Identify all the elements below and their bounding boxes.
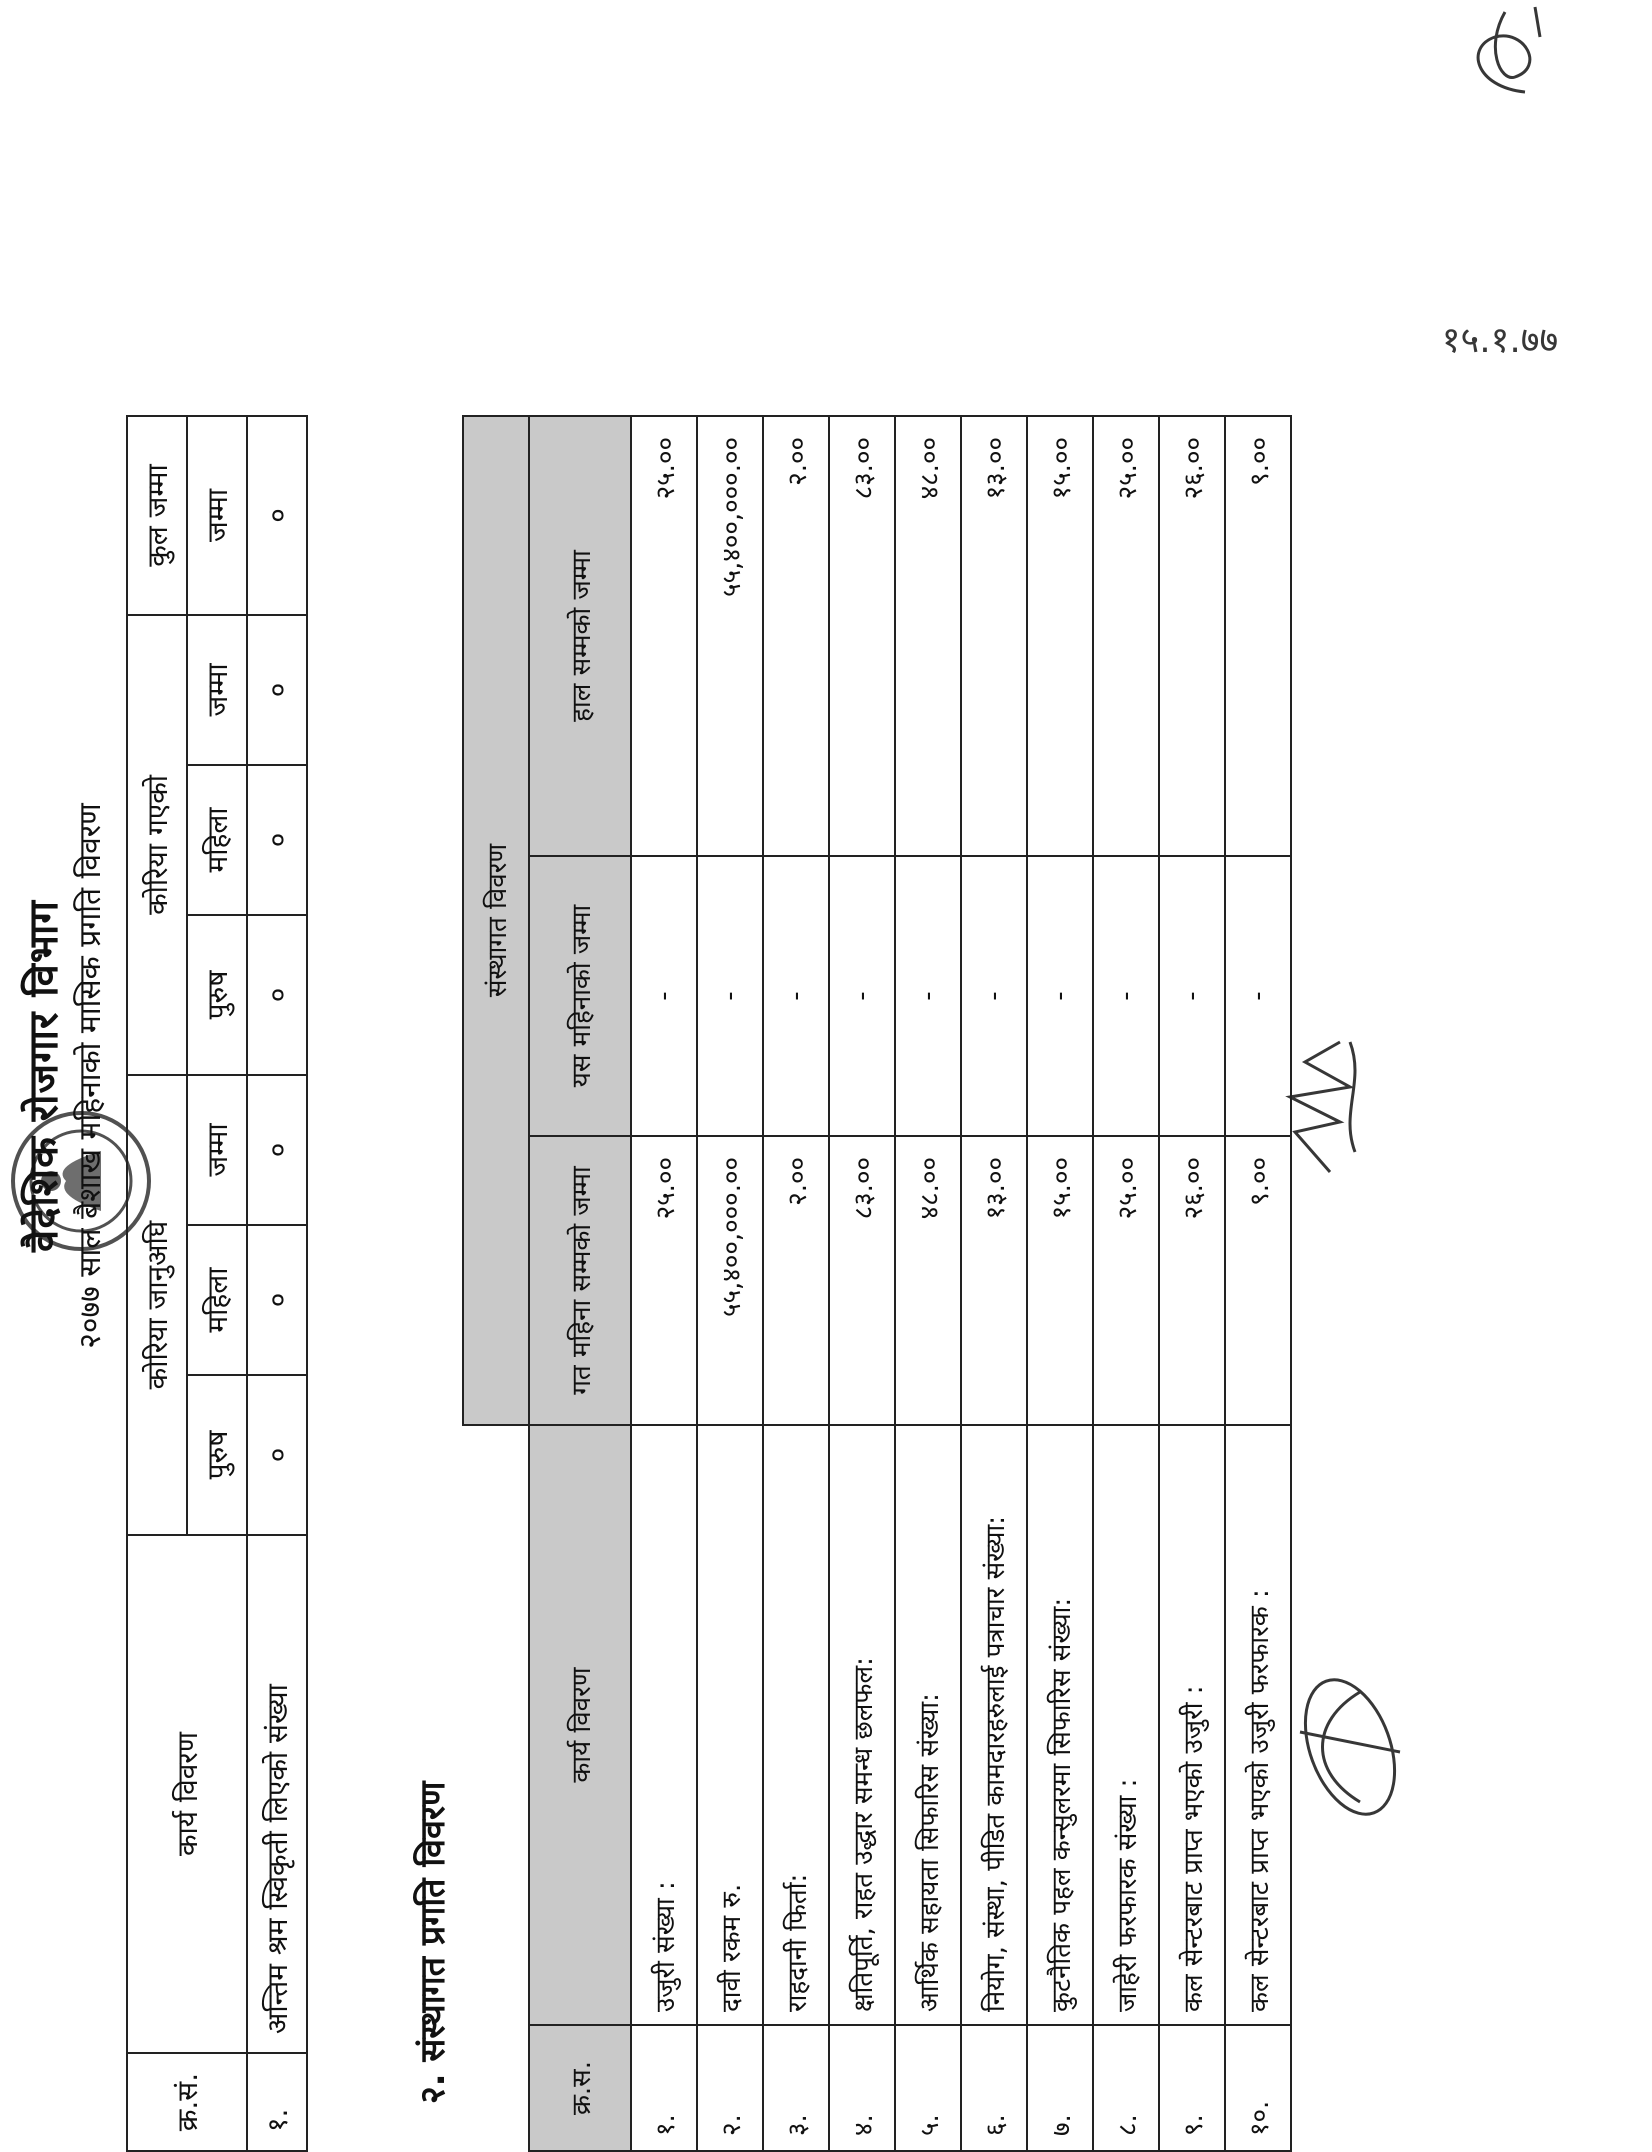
cell-todate: ९.०० [1225,416,1291,856]
cell-desc: जाहेरी फरफारक संख्या : [1093,1425,1159,2025]
cell-prev: १५.०० [1027,1136,1093,1425]
signature-icon [1270,1652,1420,1842]
cell-before-female: ० [247,1225,307,1375]
cell-desc: आर्थिक सहायता सिफारिस संख्या: [895,1425,961,2025]
sub-total-header: जम्मा [187,416,247,615]
cell-this: - [697,856,763,1136]
cell-sn: १. [247,2053,307,2151]
cell-prev: ५५,४००,०००.०० [697,1136,763,1425]
cell-this: - [1093,856,1159,1136]
cell-desc: दावी रकम रु. [697,1425,763,2025]
cell-sn: ५. [895,2025,961,2151]
group-total-header: कुल जम्मा [127,416,187,615]
cell-after-total: ० [247,615,307,765]
cell-this: - [1225,856,1291,1136]
cell-before-total: ० [247,1075,307,1225]
sub-female-header: महिला [187,1225,247,1375]
cell-todate: १५.०० [1027,416,1093,856]
cell-prev: ८३.०० [829,1136,895,1425]
cell-this: - [1027,856,1093,1136]
group-after-header: कोरिया गएको [127,615,187,1075]
page-subtitle: २०७७ साल बैशाख महिनाको मासिक प्रगति विवरण [73,803,108,1349]
cell-after-female: ० [247,765,307,915]
cell-sn: १०. [1225,2025,1291,2151]
institutional-table [462,415,1292,2152]
sub-male-header: पुरुष [187,915,247,1075]
cell-desc: कल सेन्टरबाट प्राप्त भएको उजुरी फरफारक : [1225,1425,1291,2025]
sub-male-header: पुरुष [187,1375,247,1535]
table-row [697,416,763,2151]
cell-todate: २६.०० [1159,416,1225,856]
cell-todate: १३.०० [961,416,1027,856]
cell-prev: २५.०० [1093,1136,1159,1425]
cell-todate: २.०० [763,416,829,856]
table-row [247,416,307,2151]
table-row [1225,416,1291,2151]
handwritten-note: १५.१.७७ [1441,320,1559,361]
col-desc-header: कार्य विवरण [529,1425,631,2025]
cell-grand-total: ० [247,416,307,615]
summary-table [126,415,308,2152]
cell-sn: ३. [763,2025,829,2151]
cell-todate: ५५,४००,०००.०० [697,416,763,856]
col-todate-header: हाल सम्मको जम्मा [529,416,631,856]
cell-after-male: ० [247,915,307,1075]
cell-desc: उजुरी संख्या : [631,1425,697,2025]
cell-desc: राहदानी फिर्ता: [763,1425,829,2025]
cell-before-male: ० [247,1375,307,1535]
col-sn-header: क्र.स. [529,2025,631,2151]
col-sn-header: क्र.सं. [127,2053,247,2151]
cell-this: - [631,856,697,1136]
table-row [1093,416,1159,2151]
sub-female-header: महिला [187,765,247,915]
cell-prev: ४८.०० [895,1136,961,1425]
table-row [631,416,697,2151]
table-row [895,416,961,2151]
cell-todate: २५.०० [1093,416,1159,856]
col-this-header: यस महिनाको जम्मा [529,856,631,1136]
cell-sn: २. [697,2025,763,2151]
cell-this: - [829,856,895,1136]
table-row [763,416,829,2151]
cell-todate: ४८.०० [895,416,961,856]
cell-sn: १. [631,2025,697,2151]
cell-sn: ७. [1027,2025,1093,2151]
cell-this: - [763,856,829,1136]
sub-total-header: जम्मा [187,1075,247,1225]
group-header: संस्थागत विवरण [463,416,529,1425]
section-title: २. संस्थागत प्रगति विवरण [413,1781,453,2104]
cell-sn: ८. [1093,2025,1159,2151]
cell-prev: २५.०० [631,1136,697,1425]
cell-todate: ८३.०० [829,416,895,856]
cell-desc: क्षतिपूर्ति, राहत उद्धार समन्ध छलफल: [829,1425,895,2025]
cell-prev: २६.०० [1159,1136,1225,1425]
cell-desc: अन्तिम श्रम स्विकृती लिएको संख्या [247,1535,307,2053]
signature-icon [1270,1022,1390,1192]
cell-prev: ९.०० [1225,1136,1291,1425]
cell-sn: ९. [1159,2025,1225,2151]
cell-sn: ६. [961,2025,1027,2151]
sub-total-header: जम्मा [187,615,247,765]
cell-sn: ४. [829,2025,895,2151]
cell-this: - [961,856,1027,1136]
col-prev-header: गत महिना सम्मको जम्मा [529,1136,631,1425]
page-title: वैदेशिक रोजगार विभाग [21,900,67,1252]
cell-this: - [1159,856,1225,1136]
table-row [1027,416,1093,2151]
signature-icon [1455,0,1575,107]
table-row [961,416,1027,2151]
group-before-header: कोरिया जानुअघि [127,1075,187,1535]
cell-prev: १३.०० [961,1136,1027,1425]
cell-desc: कुटनैतिक पहल कन्सुलरमा सिफारिस संख्या: [1027,1425,1093,2025]
cell-desc: कल सेन्टरबाट प्राप्त भएको उजुरी : [1159,1425,1225,2025]
table-row [829,416,895,2151]
cell-prev: २.०० [763,1136,829,1425]
col-desc-header: कार्य विवरण [127,1535,247,2053]
handwritten-note-icon [1400,307,1600,397]
cell-todate: २५.०० [631,416,697,856]
cell-this: - [895,856,961,1136]
cell-desc: नियोग, संस्था, पीडित कामदारहरुलाई पत्राचार संख्या: [961,1425,1027,2025]
table-row [1159,416,1225,2151]
